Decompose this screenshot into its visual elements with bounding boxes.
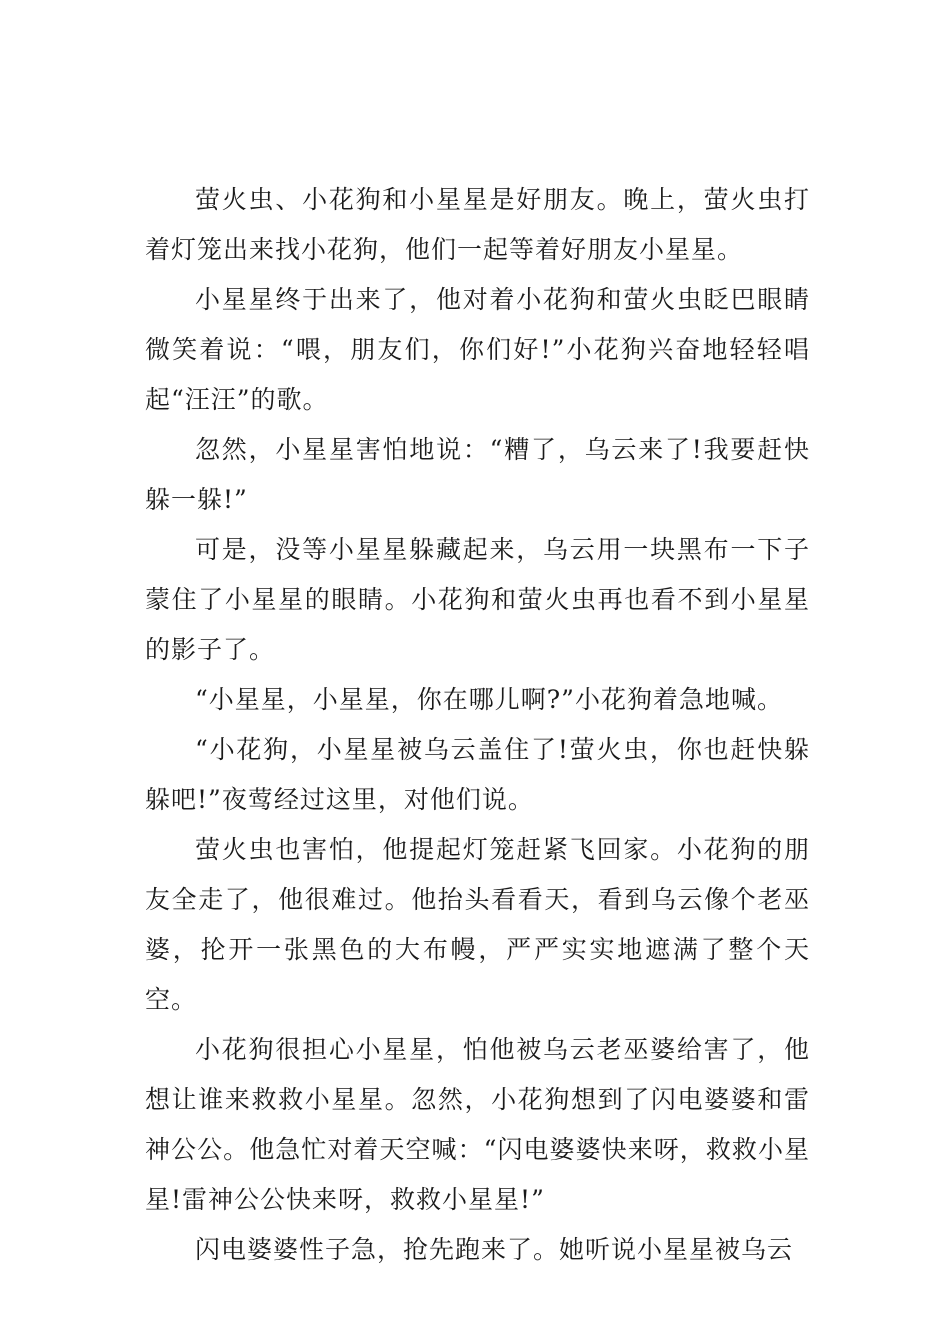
paragraph-9: 闪电婆婆性子急，抢先跑来了。她听说小星星被乌云 xyxy=(195,1235,794,1264)
paragraph-4: 可是，没等小星星躲藏起来，乌云用一块黑布一下子蒙住了小星星的眼睛。小花狗和萤火虫再也看不到小星星的影子了。 xyxy=(145,535,810,664)
story-text xyxy=(145,175,810,1275)
paragraph-2: 小星星终于出来了，他对着小花狗和萤火虫眨巴眼睛微笑着说：“喂，朋友们，你们好!”小花狗兴奋地轻轻唱起“汪汪”的歌。 xyxy=(145,285,810,414)
paragraph-5: “小星星，小星星，你在哪儿啊?”小花狗着急地喊。 xyxy=(195,685,783,714)
paragraph-3: 忽然，小星星害怕地说：“糟了，乌云来了!我要赶快躲一躲!” xyxy=(145,435,810,514)
paragraph-7: 萤火虫也害怕，他提起灯笼赶紧飞回家。小花狗的朋友全走了，他很难过。他抬头看看天，看到乌云像个老巫婆，抡开一张黑色的大布幔，严严实实地遮满了整个天空。 xyxy=(145,835,810,1014)
paragraph-6: “小花狗，小星星被乌云盖住了!萤火虫，你也赶快躲躲吧!”夜莺经过这里，对他们说。 xyxy=(145,735,810,814)
paragraph-8: 小花狗很担心小星星，怕他被乌云老巫婆给害了，他想让谁来救救小星星。忽然，小花狗想到了闪电婆婆和雷神公公。他急忙对着天空喊：“闪电婆婆快来呀，救救小星星!雷神公公快来呀，救救小星星!” xyxy=(145,1035,810,1214)
paragraph-1: 萤火虫、小花狗和小星星是好朋友。晚上，萤火虫打着灯笼出来找小花狗，他们一起等着好朋友小星星。 xyxy=(145,185,810,264)
